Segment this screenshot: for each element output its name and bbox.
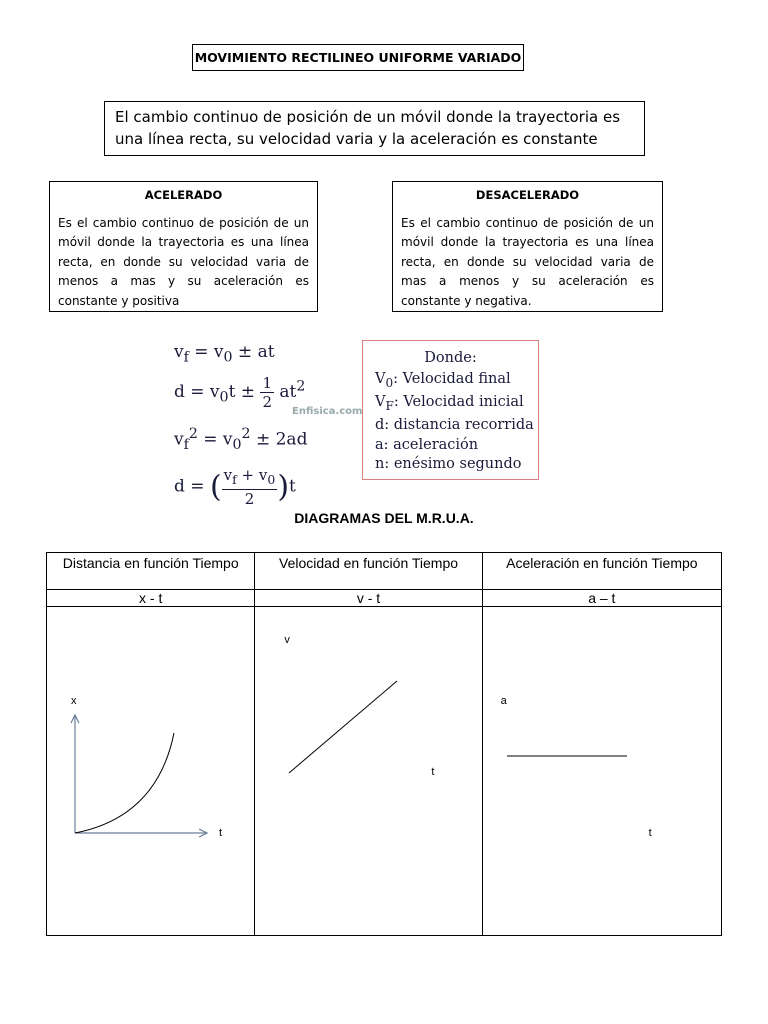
diagrams-title: DIAGRAMAS DEL M.R.U.A. (294, 510, 474, 526)
accelerated-title: ACELERADO (144, 188, 223, 202)
legend-title: Donde: (424, 350, 477, 366)
formula-distance: $d = v_0t$ ± $\frac{1}{2}$ $at^2$ (174, 374, 306, 411)
column-header: Velocidad en función Tiempo (255, 553, 482, 590)
plot-cell-a-t (482, 607, 721, 936)
legend-item: $V_F$: Velocidad inicial (375, 393, 524, 413)
formula-velocity-squared: $v_f^2 = v_0^2 \pm 2ad$ (174, 426, 308, 454)
legend-box (362, 340, 539, 480)
velocity-line (289, 681, 397, 773)
column-subheader: a – t (482, 590, 721, 607)
x-axis-label: t (431, 766, 435, 778)
y-axis-label: a (500, 695, 507, 707)
legend-item: $V_0$: Velocidad final (375, 370, 511, 390)
y-axis-label: x (71, 695, 77, 707)
column-header: Distancia en función Tiempo (47, 553, 255, 590)
diagrams-table (46, 552, 722, 936)
page-title: MOVIMIENTO RECTILINEO UNIFORME VARIADO (192, 44, 524, 71)
plot-cell-x-t (47, 607, 255, 936)
accelerated-card (49, 181, 318, 312)
definition-box: El cambio continuo de posición de un móvil donde la trayectoria es una línea recta, su velocidad varia y la aceleración es constante (104, 101, 645, 156)
decelerated-title: DESACELERADO (475, 188, 580, 202)
decelerated-body: Es el cambio continuo de posición de un móvil donde la trayectoria es una línea recta, en donde su velocidad varia de mas a menos y su aceleración es constante y negativa. (401, 215, 654, 308)
legend-item: n: enésimo segundo (375, 456, 522, 473)
x-axis-label: t (219, 827, 223, 839)
a-t-graph (483, 607, 722, 935)
accelerated-body: Es el cambio continuo de posición de un móvil donde la trayectoria es una línea recta, en donde su velocidad varia de menos a mas y su aceleración es constante y positiva (58, 215, 309, 308)
decelerated-card (392, 181, 663, 312)
plot-cell-v-t (255, 607, 482, 936)
v-t-graph (255, 607, 482, 935)
formula-block (160, 338, 370, 513)
watermark: Enfisica.com (292, 406, 363, 417)
column-header: Aceleración en función Tiempo (482, 553, 721, 590)
position-curve (75, 733, 174, 833)
legend-item: a: aceleración (375, 436, 479, 453)
column-subheader: x - t (47, 590, 255, 607)
formula-velocity: $v_f = v_0$ ± at (174, 342, 275, 366)
x-t-graph (47, 607, 255, 935)
formula-average-distance: d = ( $\frac{v_f + v_0}{2}$ )t (174, 466, 296, 508)
x-axis-label: t (648, 827, 652, 839)
y-axis-label: v (284, 634, 290, 646)
column-subheader: v - t (255, 590, 482, 607)
legend-item: d: distancia recorrida (375, 417, 534, 434)
